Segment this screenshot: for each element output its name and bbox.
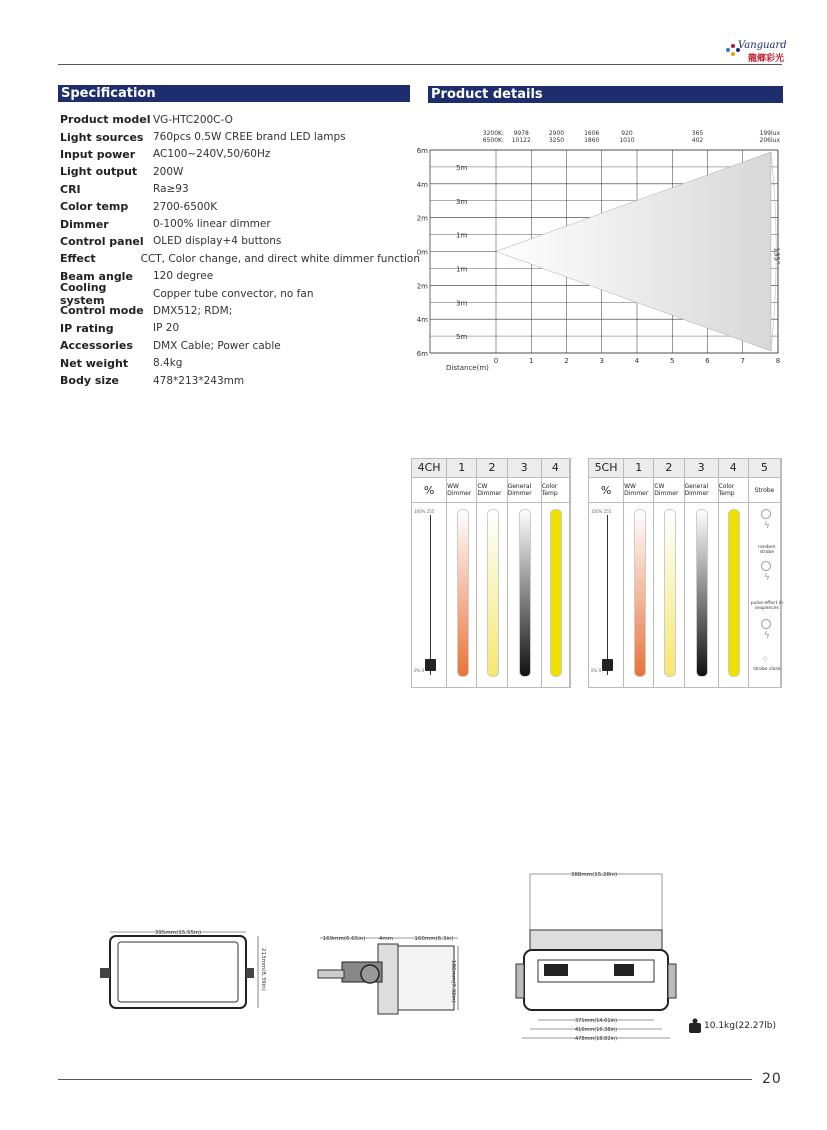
y-tick-label: 4m: [416, 316, 428, 325]
dim-front-height: 213mm(8.39in): [260, 948, 266, 991]
dmx-sub-cell: CW Dimmer: [654, 478, 684, 502]
dmx-sub-row: [412, 478, 570, 503]
spec-row: [60, 163, 420, 180]
bulb-small-icon: ◇: [762, 655, 768, 662]
x-tick-label: 1: [529, 357, 534, 365]
dmx-header-cell: 3: [508, 459, 542, 477]
dim-front-width: 395mm(15.55in): [154, 930, 202, 936]
scale-top: 100% 255: [414, 509, 435, 514]
lux-value: 9978: [513, 130, 529, 137]
dim-side-b: 4mm: [378, 936, 394, 942]
spec-row: [60, 354, 420, 371]
spec-value: VG-HTC200C-O: [153, 113, 233, 126]
fader-track: [430, 515, 431, 675]
x-tick-label: 5: [670, 357, 675, 365]
flash-icon: ϟ: [763, 573, 770, 583]
channel-gradient-bar: [487, 509, 499, 677]
spec-value: DMX Cable; Power cable: [153, 339, 281, 352]
weight-label: [688, 1018, 776, 1034]
dmx-header-cell: 2: [654, 459, 684, 477]
channel-gradient-bar: [634, 509, 646, 677]
lux-value: 1010: [619, 137, 635, 144]
strobe-label: strobe close: [753, 667, 781, 672]
details-heading: Product details: [428, 86, 783, 103]
y-tick-label: 2m: [416, 282, 428, 291]
weight-text: 10.1kg(22.27lb): [704, 1021, 776, 1031]
spec-table: [60, 111, 420, 389]
spec-value: CCT, Color change, and direct white dimmer function: [140, 252, 420, 265]
dmx-header-row: [412, 459, 570, 478]
dmx-header-cell: 5CH: [589, 459, 624, 477]
y-tick-label: 0m: [416, 248, 428, 257]
dmx-header-cell: 5: [749, 459, 781, 477]
channel-gradient-bar: [457, 509, 469, 677]
beam-cone: [496, 152, 771, 351]
strobe-label: pulse-effect in sequences: [750, 601, 783, 611]
dim-rear-b3: 478mm(18.82in): [574, 1036, 618, 1042]
y-inner-label: 5m: [456, 333, 468, 342]
dmx-channel-cell: [624, 503, 654, 687]
dmx-channel-cell: [542, 503, 570, 687]
dmx-body-row: [589, 503, 781, 687]
dmx-scale: [589, 503, 624, 687]
side-view-drawing: [314, 932, 464, 1024]
spec-key: Light sources: [60, 130, 144, 144]
x-tick-label: 4: [634, 357, 640, 365]
x-tick-label: 3: [599, 357, 604, 365]
y-inner-label: 3m: [456, 299, 468, 308]
spec-value: 8.4kg: [153, 357, 183, 370]
scale-bottom: 0% 0: [414, 668, 425, 673]
lux-value: 1606: [584, 130, 600, 137]
x-tick-label: 8: [775, 357, 781, 365]
spec-key: CRI: [60, 182, 81, 196]
dmx-sub-cell: Strobe: [749, 478, 781, 502]
dmx-header-cell: 4: [719, 459, 749, 477]
spec-key: Dimmer: [60, 217, 109, 231]
dmx-channel-cell: [477, 503, 507, 687]
dmx-header-row: [589, 459, 781, 478]
x-tick-label: 7: [740, 357, 745, 365]
lux-value: 920: [621, 130, 633, 137]
spec-key: Control mode: [60, 304, 144, 318]
spec-row: [60, 372, 420, 389]
flash-icon: ϟ: [763, 521, 770, 531]
dmx-channel-cell: [749, 503, 781, 687]
dmx-sub-cell: WW Dimmer: [447, 478, 477, 502]
dmx-header-cell: 1: [624, 459, 654, 477]
fader-track: [607, 515, 608, 675]
spec-key: Beam angle: [60, 269, 133, 283]
footer-rule: [58, 1079, 752, 1080]
dmx-percent: %: [589, 478, 624, 502]
strobe-bulb-icon: [761, 509, 771, 519]
weight-icon: [688, 1018, 702, 1034]
spec-key: Accessories: [60, 339, 133, 353]
dmx-4ch-table: [411, 458, 571, 688]
dmx-percent: %: [412, 478, 447, 502]
logo-text: Vanguard: [738, 40, 787, 51]
spec-row: [60, 250, 420, 267]
spec-value: Ra≥93: [153, 183, 189, 196]
dmx-sub-cell: General Dimmer: [508, 478, 542, 502]
dmx-sub-cell: Color Temp: [542, 478, 570, 502]
dmx-channel-cell: [685, 503, 719, 687]
spec-row: [60, 128, 420, 145]
spec-key: Control panel: [60, 234, 144, 248]
spec-value: 120 degree: [153, 270, 214, 283]
page-number: 20: [762, 1071, 782, 1087]
dmx-header-cell: 4: [542, 459, 570, 477]
spec-row: [60, 198, 420, 215]
dmx-channel-cell: [719, 503, 749, 687]
header-rule: [58, 64, 782, 65]
spec-row: [60, 320, 420, 337]
spec-value: 2700-6500K: [153, 200, 218, 213]
beam-chart: [408, 128, 788, 376]
x-tick-label: 0: [493, 357, 499, 365]
lux-value: 199lux: [759, 130, 780, 137]
spec-heading: Specification: [58, 85, 410, 102]
lux-value: 1860: [584, 137, 600, 144]
dmx-body-row: [412, 503, 570, 687]
dmx-header-cell: 1: [447, 459, 477, 477]
spec-value: 0-100% linear dimmer: [153, 218, 271, 231]
y-inner-label: 5m: [456, 163, 468, 172]
strobe-bulb-icon: [761, 561, 771, 571]
y-tick-label: 2m: [416, 214, 428, 223]
dmx-sub-cell: WW Dimmer: [624, 478, 654, 502]
lux-value: 10122: [511, 137, 531, 144]
spec-key: Light output: [60, 165, 138, 179]
scale-top: 100% 255: [591, 509, 612, 514]
dmx-channel-cell: [508, 503, 542, 687]
flash-icon: ϟ: [763, 631, 770, 641]
dmx-sub-cell: Color Temp: [719, 478, 749, 502]
dim-rear-top: 388mm(15.28in): [570, 872, 618, 878]
lux-value: 206lux: [759, 137, 780, 144]
spec-row: [60, 302, 420, 319]
logo-cn: 龍鄉彩光: [748, 54, 785, 64]
y-tick-label: 6m: [416, 350, 428, 358]
spec-value: DMX512; RDM;: [153, 304, 233, 317]
spec-key: Net weight: [60, 356, 129, 370]
channel-gradient-bar: [550, 509, 562, 677]
lux-row-label: 3200K:: [482, 130, 504, 137]
dim-side-a: 169mm(6.65in): [322, 936, 366, 942]
x-tick-label: 2: [564, 357, 569, 365]
lux-value: 3250: [548, 137, 565, 144]
spec-row: [60, 280, 420, 307]
y-inner-label: 1m: [456, 265, 468, 274]
dmx-channel-cell: [447, 503, 477, 687]
dmx-header-cell: 2: [477, 459, 507, 477]
spec-value: 760pcs 0.5W CREE brand LED lamps: [153, 131, 346, 144]
dmx-channel-cell: [654, 503, 684, 687]
y-inner-label: 1m: [456, 231, 468, 240]
spec-row: [60, 146, 420, 163]
spec-value: OLED display+4 buttons: [153, 235, 282, 248]
dim-rear-b2: 416mm(16.38in): [574, 1027, 618, 1033]
dim-rear-b1: 371mm(14.61in): [574, 1018, 618, 1024]
dmx-sub-cell: General Dimmer: [685, 478, 719, 502]
channel-gradient-bar: [664, 509, 676, 677]
dmx-sub-row: [589, 478, 781, 503]
spec-key: Color temp: [60, 200, 129, 214]
x-tick-label: 6: [705, 357, 710, 365]
dmx-header-cell: 4CH: [412, 459, 447, 477]
spec-row: [60, 181, 420, 198]
spec-key: IP rating: [60, 321, 114, 335]
channel-gradient-bar: [728, 509, 740, 677]
lux-row-label: 6500K:: [482, 137, 504, 144]
spec-value: AC100~240V,50/60Hz: [153, 148, 271, 161]
channel-gradient-bar: [519, 509, 531, 677]
spec-row: [60, 111, 420, 128]
dmx-sub-cell: CW Dimmer: [477, 478, 507, 502]
lux-value: 365: [691, 130, 704, 137]
spec-key: Effect: [60, 252, 96, 266]
spec-value: 200W: [153, 165, 184, 178]
spec-key: Product model: [60, 113, 151, 127]
dim-side-c: 160mm(6.3in): [414, 936, 454, 942]
spec-key: Body size: [60, 374, 119, 388]
spec-key: Input power: [60, 147, 136, 161]
y-inner-label: 3m: [456, 197, 468, 206]
spec-value: 478*213*243mm: [153, 374, 245, 387]
fader-knob: [602, 659, 613, 671]
dmx-5ch-table: [588, 458, 782, 688]
brand-logo: [724, 40, 787, 64]
fader-knob: [425, 659, 436, 671]
dmx-scale: [412, 503, 447, 687]
y-tick-label: 6m: [416, 147, 428, 155]
front-view-drawing: [100, 926, 270, 1016]
rear-view-drawing: [514, 868, 684, 1044]
strobe-bulb-icon: [761, 619, 771, 629]
lux-value: 2900: [548, 130, 565, 137]
x-axis-label: Distance(m): [446, 364, 489, 372]
scale-bottom: 0% 0: [591, 668, 602, 673]
channel-gradient-bar: [696, 509, 708, 677]
angle-label: 135°: [772, 247, 781, 265]
spec-row: [60, 233, 420, 250]
spec-row: [60, 337, 420, 354]
spec-key: Cooling system: [60, 280, 107, 307]
dim-side-height: 186mm(7.32in): [450, 960, 456, 1003]
spec-value: Copper tube convector, no fan: [153, 287, 314, 300]
y-tick-label: 4m: [416, 180, 428, 189]
spec-row: [60, 215, 420, 232]
dmx-header-cell: 3: [685, 459, 719, 477]
spec-value: IP 20: [153, 322, 180, 335]
strobe-label: random strobe: [758, 545, 776, 555]
lux-value: 402: [691, 137, 704, 144]
